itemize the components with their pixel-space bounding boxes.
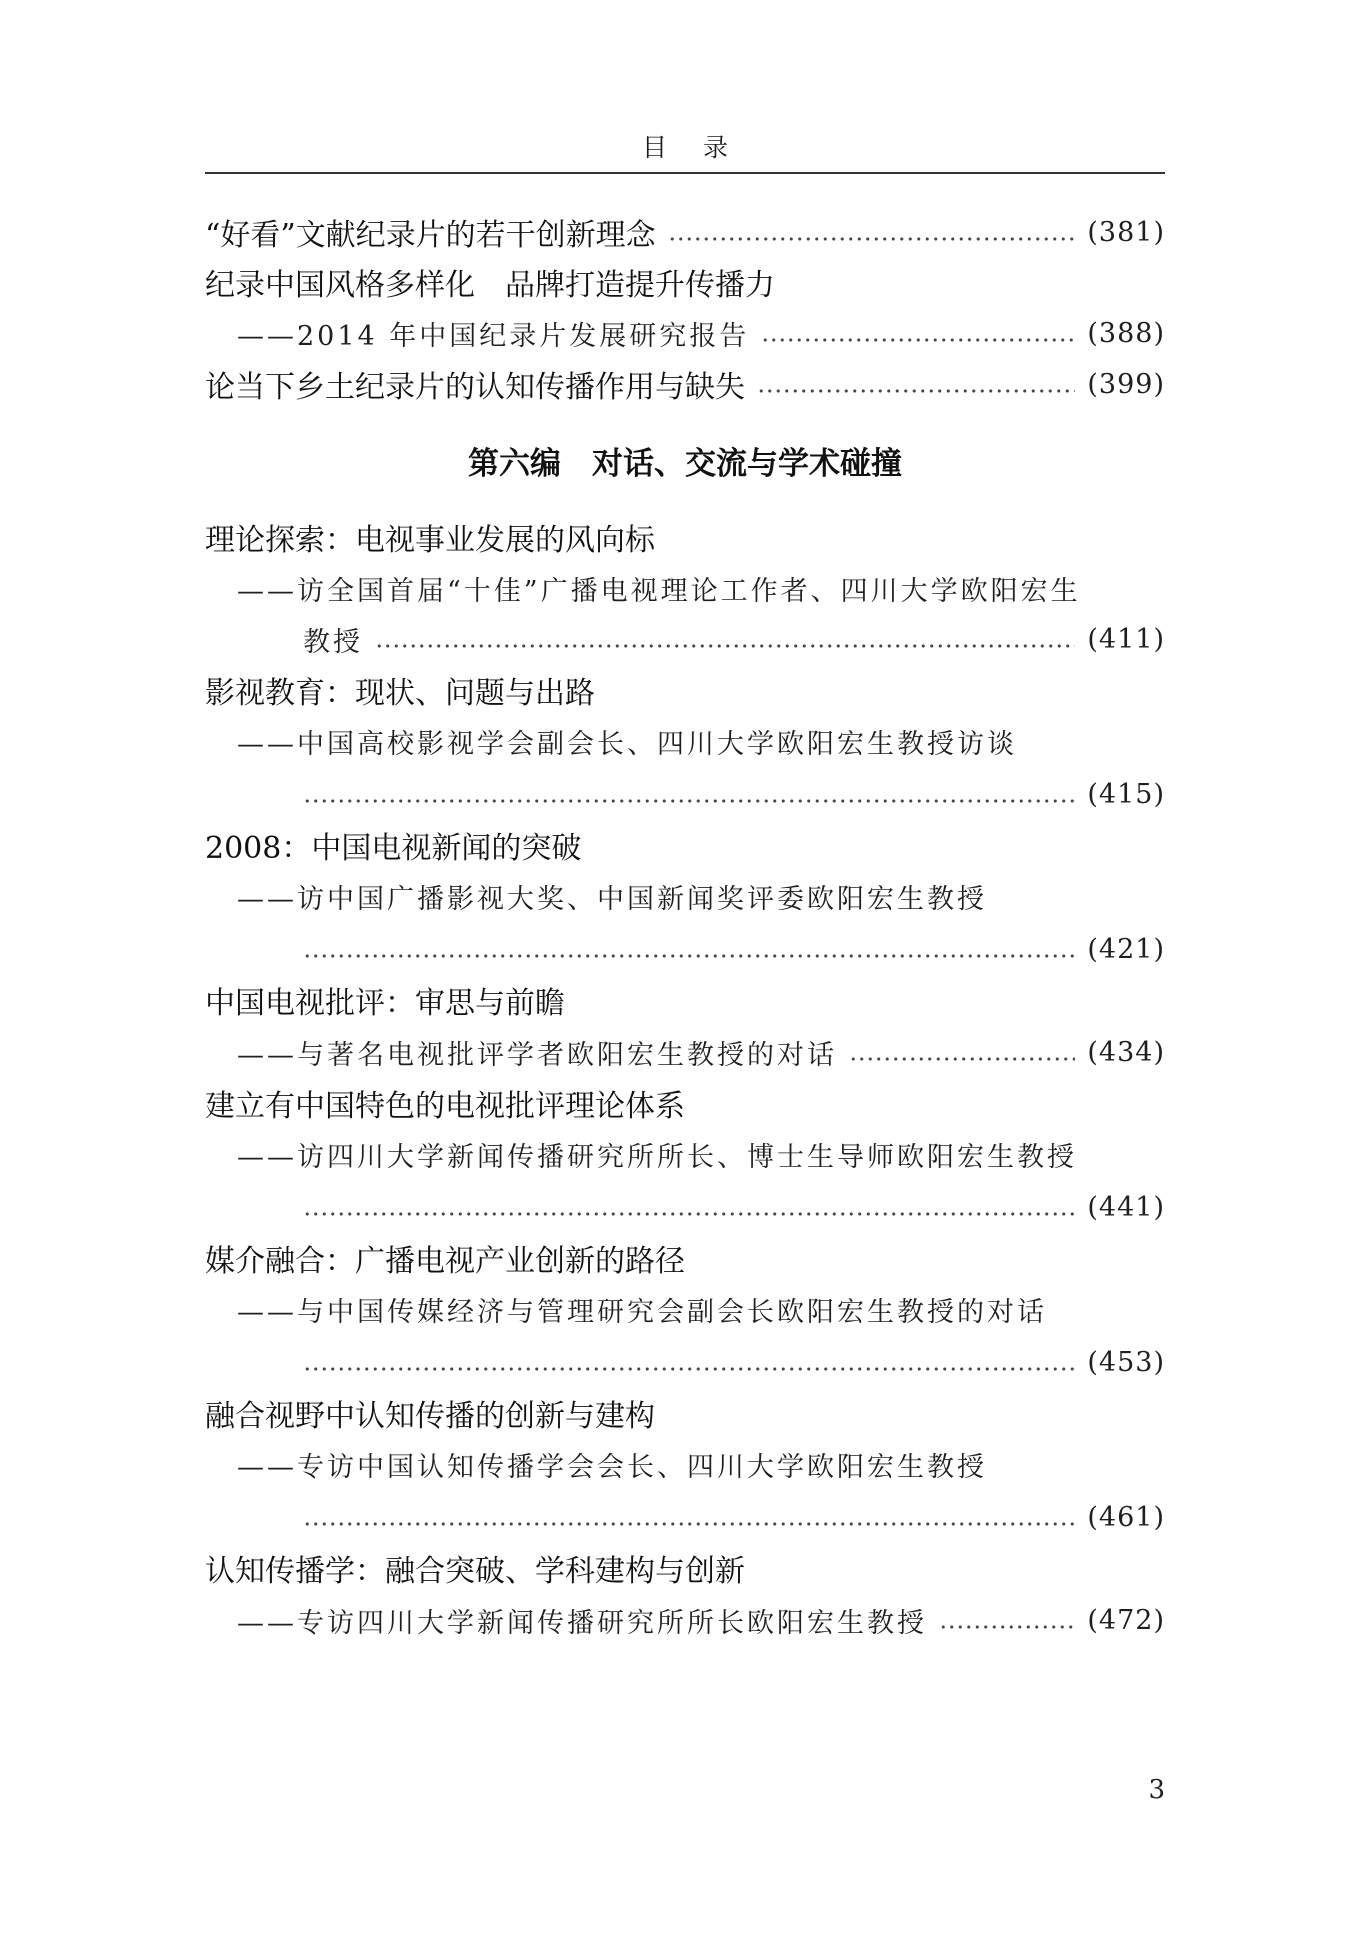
toc-entry-subtitle: ——专访中国认知传播学会会长、四川大学欧阳宏生教授: [237, 1451, 987, 1483]
leader-dots: [668, 217, 1076, 247]
toc-entry-subtitle: ——访全国首届“十佳”广播电视理论工作者、四川大学欧阳宏生: [237, 575, 1081, 607]
toc-entry-461-page-line[interactable]: [303, 1495, 1165, 1539]
toc-entry-453-title[interactable]: [205, 1236, 1165, 1280]
toc-page-number: (441): [1087, 1191, 1165, 1223]
toc-entry-461-title[interactable]: [205, 1391, 1165, 1435]
toc-entry-421-subtitle[interactable]: [237, 874, 1165, 918]
toc-page-number: (461): [1087, 1501, 1165, 1533]
toc-entry-441-page-line[interactable]: [303, 1185, 1165, 1229]
toc-entry-415-subtitle[interactable]: [237, 719, 1165, 763]
toc-entry-title: 理论探索：电视事业发展的风向标: [205, 523, 655, 558]
toc-entry-title: 融合视野中认知传播的创新与建构: [205, 1399, 655, 1434]
page-header-title: 目录: [641, 133, 764, 162]
toc-entry-title: 纪录中国风格多样化 品牌打造提升传播力: [205, 268, 775, 303]
toc-entry-title: “好看”文献纪录片的若干创新理念: [205, 218, 656, 253]
toc-entry-441-subtitle[interactable]: [237, 1132, 1165, 1176]
toc-entry-415-page-line[interactable]: [303, 772, 1165, 816]
toc-entry-472-title[interactable]: [205, 1546, 1165, 1590]
toc-entry-453-page-line[interactable]: [303, 1340, 1165, 1384]
toc-entry-subtitle: ——与中国传媒经济与管理研究会副会长欧阳宏生教授的对话: [237, 1296, 1047, 1328]
header-rule: [205, 172, 1165, 174]
toc-page-number: (388): [1087, 317, 1165, 349]
toc-entry-title: 建立有中国特色的电视批评理论体系: [205, 1089, 685, 1124]
toc-entry-title: 2008：中国电视新闻的突破: [205, 831, 582, 866]
toc-entry-title: 论当下乡土纪录片的认知传播作用与缺失: [205, 370, 745, 405]
leader-dots: [303, 934, 1075, 964]
toc-page-number: (421): [1087, 933, 1165, 965]
toc-entry-411-subtitle[interactable]: [237, 566, 1165, 610]
toc-entry-388-subtitle[interactable]: [237, 311, 1165, 355]
leader-dots: [761, 318, 1075, 348]
toc-entry-subtitle: ——与著名电视批评学者欧阳宏生教授的对话: [237, 1039, 837, 1071]
toc-entry-421-title[interactable]: [205, 823, 1165, 867]
leader-dots: [939, 1605, 1075, 1635]
toc-entry-441-title[interactable]: [205, 1081, 1165, 1125]
toc-entry-411-title[interactable]: [205, 515, 1165, 559]
toc-page-number: (399): [1087, 368, 1165, 400]
leader-dots: [375, 624, 1075, 654]
toc-entry-subtitle: ——2014 年中国纪录片发展研究报告: [237, 320, 750, 352]
toc-entry-461-subtitle[interactable]: [237, 1442, 1165, 1486]
toc-page-number: (411): [1087, 623, 1165, 655]
leader-dots: [757, 369, 1075, 399]
toc-entry-434-title[interactable]: [205, 978, 1165, 1022]
toc-entry-399[interactable]: [205, 362, 1165, 406]
toc-entry-title: 认知传播学：融合突破、学科建构与创新: [205, 1554, 745, 1589]
toc-entry-title: 媒介融合：广播电视产业创新的路径: [205, 1244, 685, 1279]
toc-entry-title: 中国电视批评：审思与前瞻: [205, 986, 565, 1021]
toc-entry-411-subtitle-cont[interactable]: [303, 617, 1165, 661]
toc-entry-title: 影视教育：现状、问题与出路: [205, 676, 595, 711]
toc-entry-453-subtitle[interactable]: [237, 1287, 1165, 1331]
leader-dots: [303, 1502, 1075, 1532]
toc-entry-388-title[interactable]: [205, 260, 1165, 304]
toc-entry-subtitle: ——访四川大学新闻传播研究所所长、博士生导师欧阳宏生教授: [237, 1141, 1077, 1173]
toc-entry-472-subtitle[interactable]: [237, 1598, 1165, 1642]
toc-page-number: (415): [1087, 778, 1165, 810]
toc-entry-434-subtitle[interactable]: [237, 1030, 1165, 1074]
toc-entry-421-page-line[interactable]: [303, 927, 1165, 971]
toc-entry-415-title[interactable]: [205, 668, 1165, 712]
leader-dots: [303, 779, 1075, 809]
toc-page-number: (434): [1087, 1036, 1165, 1068]
toc-entry-subtitle-cont: 教授: [303, 626, 363, 658]
leader-dots: [303, 1192, 1075, 1222]
toc-page-number: (472): [1087, 1604, 1165, 1636]
page-number: 3: [1148, 1775, 1165, 1805]
leader-dots: [849, 1037, 1075, 1067]
toc-page-number: (381): [1087, 216, 1165, 248]
toc-entry-381[interactable]: [205, 210, 1165, 254]
toc-entry-subtitle: ——访中国广播影视大奖、中国新闻奖评委欧阳宏生教授: [237, 883, 987, 915]
section-title: 第六编 对话、交流与学术碰撞: [468, 446, 902, 482]
leader-dots: [303, 1347, 1075, 1377]
toc-page-number: (453): [1087, 1346, 1165, 1378]
toc-entry-subtitle: ——中国高校影视学会副会长、四川大学欧阳宏生教授访谈: [237, 728, 1017, 760]
toc-entry-subtitle: ——专访四川大学新闻传播研究所所长欧阳宏生教授: [237, 1607, 927, 1639]
